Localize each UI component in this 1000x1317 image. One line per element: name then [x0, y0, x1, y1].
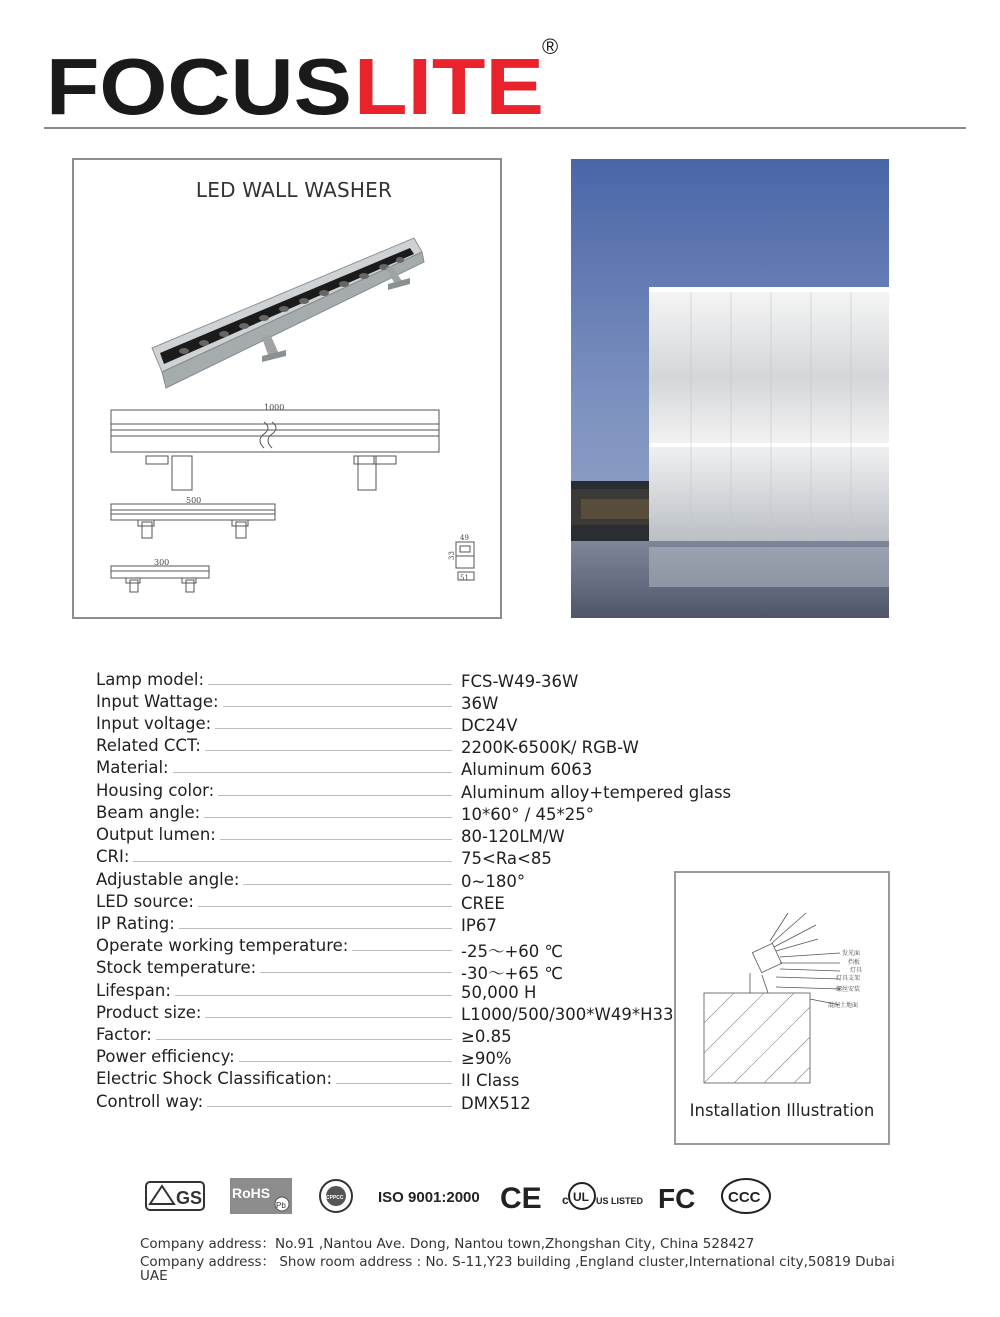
spec-value: 50,000 H	[461, 983, 537, 1002]
spec-label: Related CCT:	[96, 736, 205, 755]
logo-text-focus: FOCUS	[46, 42, 352, 123]
ul-listed-mark-icon	[562, 1183, 644, 1209]
installation-panel	[674, 871, 890, 1145]
spec-label: Beam angle:	[96, 803, 204, 822]
company-address-line: Company address：No.91 ,Nantou Ave. Dong, Nantou town,Zhongshan City, China 528427	[140, 1236, 755, 1252]
spec-value: II Class	[461, 1071, 520, 1090]
spec-value: ≥90%	[461, 1049, 512, 1068]
fixture-3d-render	[152, 238, 424, 388]
svg-text:UL: UL	[573, 1190, 589, 1204]
spec-row	[96, 1047, 736, 1069]
ccc-mark-icon	[722, 1179, 770, 1213]
spec-row	[96, 1092, 736, 1114]
install-label: 发光面	[842, 950, 861, 957]
spec-row	[96, 936, 736, 961]
spec-value: 80-120LM/W	[461, 827, 565, 846]
installation-diagram	[676, 873, 888, 1093]
spec-row	[96, 670, 736, 692]
spec-row	[96, 981, 736, 1003]
rohs-mark-icon	[230, 1178, 292, 1214]
spec-row	[96, 803, 736, 825]
spec-row	[96, 1069, 736, 1091]
dim-label-51: 51	[460, 574, 469, 582]
install-label: 混泥土地面	[828, 1002, 859, 1009]
spec-label: Product size:	[96, 1003, 205, 1022]
registered-mark: ®	[542, 38, 559, 59]
application-photo	[571, 159, 889, 618]
cppcc-mark-icon	[320, 1180, 352, 1212]
ce-mark-icon: CE	[500, 1182, 542, 1215]
svg-text:CPPCC: CPPCC	[326, 1195, 344, 1201]
spec-value: ≥0.85	[461, 1027, 512, 1046]
spec-row	[96, 914, 736, 936]
product-technical-drawing	[74, 160, 500, 617]
iso-9001-mark: ISO 9001:2000	[378, 1189, 480, 1206]
svg-text:CCC: CCC	[728, 1189, 761, 1206]
dim-label-33: 33	[448, 551, 456, 560]
drawing-500mm	[111, 504, 275, 538]
install-label: 灯具	[850, 967, 863, 974]
spec-row	[96, 870, 736, 892]
spec-label: Input voltage:	[96, 714, 215, 733]
spec-label: Factor:	[96, 1025, 156, 1044]
spec-row	[96, 781, 736, 803]
spec-value: 0~180°	[461, 872, 526, 891]
spec-value: -30～+65 ℃	[461, 964, 564, 983]
spec-label: Input Wattage:	[96, 692, 223, 711]
focuslite-logo	[42, 38, 582, 123]
spec-row	[96, 714, 736, 736]
spec-row	[96, 847, 736, 869]
showroom-address-line: Company address： Show room address : No. S-11,Y23 building ,England cluster,International city,50819 Dubai	[140, 1254, 895, 1270]
dim-label-49: 49	[460, 534, 469, 542]
spec-label: Lamp model:	[96, 670, 208, 689]
install-label: 灯具支架	[836, 975, 861, 982]
address-country: UAE	[140, 1268, 168, 1284]
spec-label: Stock temperature:	[96, 958, 260, 977]
spec-value: 2200K-6500K/ RGB-W	[461, 738, 639, 757]
spec-value: CREE	[461, 894, 505, 913]
spec-row	[96, 1003, 736, 1025]
drawing-1000mm	[111, 410, 439, 490]
spec-row	[96, 958, 736, 983]
gs-mark-icon	[146, 1182, 204, 1210]
spec-value: 75<Ra<85	[461, 849, 552, 868]
install-label: 螺丝安装	[836, 986, 861, 993]
spec-row	[96, 825, 736, 847]
spec-label: Controll way:	[96, 1092, 207, 1111]
spec-row	[96, 758, 736, 780]
svg-text:Pb: Pb	[276, 1201, 286, 1210]
spec-label: Lifespan:	[96, 981, 175, 1000]
spec-label: Power efficiency:	[96, 1047, 239, 1066]
spec-label: Material:	[96, 758, 173, 777]
spec-value: FCS-W49-36W	[461, 672, 579, 691]
dim-label-1000: 1000	[264, 403, 285, 412]
product-drawing-panel	[72, 158, 502, 619]
dim-label-300: 300	[154, 558, 170, 567]
svg-text:US LISTED: US LISTED	[596, 1196, 644, 1206]
svg-text:GS: GS	[176, 1188, 203, 1208]
spec-row	[96, 736, 736, 758]
spec-label: Adjustable angle:	[96, 870, 243, 889]
fc-mark-icon: FC	[658, 1183, 696, 1214]
spec-value: Aluminum alloy+tempered glass	[461, 783, 732, 802]
spec-value: L1000/500/300*W49*H33	[461, 1005, 674, 1024]
installation-caption: Installation Illustration	[689, 1101, 875, 1120]
dim-label-500: 500	[186, 496, 202, 505]
spec-label: CRI:	[96, 847, 133, 866]
header-divider	[44, 127, 966, 129]
spec-value: IP67	[461, 916, 497, 935]
spec-row	[96, 1025, 736, 1047]
spec-row	[96, 692, 736, 714]
spec-label: Operate working temperature:	[96, 936, 352, 955]
spec-value: 10*60° / 45*25°	[461, 805, 595, 824]
certification-logos	[140, 1170, 780, 1222]
leader-line	[96, 861, 452, 862]
spec-label: IP Rating:	[96, 914, 179, 933]
spec-label: Output lumen:	[96, 825, 220, 844]
spec-label: Electric Shock Classification:	[96, 1069, 336, 1088]
install-label: 挡板	[848, 959, 861, 966]
svg-text:RoHS: RoHS	[232, 1185, 271, 1201]
svg-text:c: c	[562, 1193, 569, 1207]
spec-value: -25～+60 ℃	[461, 942, 564, 961]
spec-value: Aluminum 6063	[461, 760, 593, 779]
drawing-300mm	[111, 566, 209, 592]
spec-label: Housing color:	[96, 781, 218, 800]
spec-value: 36W	[461, 694, 499, 713]
product-title: LED WALL WASHER	[195, 178, 393, 202]
logo-text-lite: LITE	[354, 42, 544, 123]
spec-value: DMX512	[461, 1094, 531, 1113]
spec-row	[96, 892, 736, 914]
spec-label: LED source:	[96, 892, 198, 911]
spec-value: DC24V	[461, 716, 518, 735]
